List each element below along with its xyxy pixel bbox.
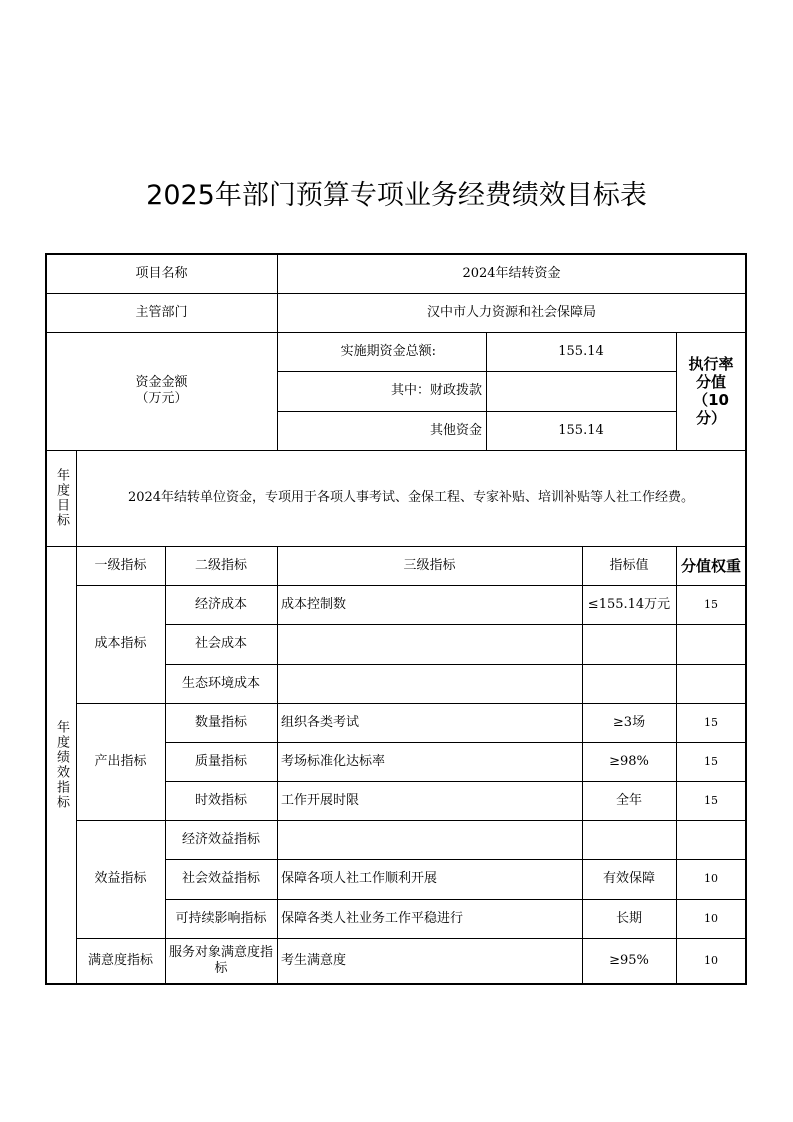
table-row-value: 全年 — [615, 792, 642, 808]
table-row-level2: 社会成本 — [194, 636, 247, 651]
annual-goal-label: 年度目标 — [54, 468, 69, 528]
table-row-level3 — [277, 664, 582, 703]
project-name-value: 2024年结转资金 — [462, 265, 561, 281]
table-row-value — [582, 820, 676, 859]
table-row-level2: 生态环境成本 — [181, 675, 260, 691]
table-row-value: ≥3场 — [612, 714, 646, 730]
table-row-value — [582, 624, 676, 664]
header-level3: 三级指标 — [403, 557, 456, 573]
grid-line — [76, 820, 746, 821]
grid-line — [165, 546, 166, 984]
grid-line — [165, 899, 746, 900]
fiscal-funds-value — [486, 371, 676, 411]
funds-label — [46, 332, 277, 450]
grid-line — [165, 624, 746, 625]
table-row-weight: 10 — [704, 872, 718, 885]
table-row-level3: 工作开展时限 — [281, 792, 360, 808]
table-row-level2: 数量指标 — [194, 714, 247, 730]
grid-line — [277, 411, 676, 412]
department-value: 汉中市人力资源和社会保障局 — [426, 304, 596, 320]
total-funds-label: 实施期资金总额: — [340, 343, 436, 359]
table-row-value: 长期 — [615, 910, 642, 926]
table-row-level2: 时效指标 — [194, 792, 247, 808]
group-level1-satisfaction: 满意度指标 — [87, 953, 153, 968]
table-row-weight: 15 — [704, 793, 718, 807]
project-name-label: 项目名称 — [135, 265, 188, 281]
funds-label-text: 资金金额 — [135, 375, 188, 390]
annual-goal-text: 2024年结转单位资金，专项用于各项人事考试、金保工程、专家补贴、培训补贴等人社工作经费。 — [127, 490, 695, 505]
header-weight: 分值权重 — [680, 556, 741, 575]
table-row-level2: 可持续影响指标 — [175, 910, 267, 926]
grid-line — [165, 664, 746, 665]
grid-line — [165, 742, 746, 743]
grid-line — [76, 938, 746, 939]
grid-line — [46, 253, 747, 255]
table-row-value: ≥95% — [609, 953, 649, 968]
table-row-level3: 组织各类考试 — [281, 714, 360, 730]
grid-line — [46, 546, 746, 547]
table-row-weight — [676, 664, 746, 703]
indicators-label: 年度绩效指标 — [54, 720, 69, 810]
grid-line — [165, 859, 746, 860]
table-row-value — [582, 664, 676, 703]
page-title: 2025年部门预算专项业务经费绩效目标表 — [146, 180, 647, 211]
table-row-level3 — [277, 820, 582, 859]
table-row-weight: 10 — [704, 954, 718, 967]
table-row-value: ≤155.14万元 — [587, 596, 671, 612]
grid-line — [46, 332, 746, 333]
header-value: 指标值 — [609, 557, 649, 573]
grid-line — [45, 253, 47, 985]
grid-line — [76, 450, 77, 984]
grid-line — [76, 585, 746, 586]
table-row-level3: 考生满意度 — [281, 953, 347, 968]
grid-line — [76, 703, 746, 704]
table-row-level2: 社会效益指标 — [181, 871, 260, 886]
table-row-value: ≥98% — [609, 753, 649, 769]
table-row-level2: 服务对象满意度指标 — [169, 945, 274, 976]
table-row-level3: 考场标准化达标率 — [281, 753, 386, 769]
grid-line — [46, 293, 746, 294]
table-row-level3: 保障各类人社业务工作平稳进行 — [281, 910, 464, 926]
table-row-weight: 15 — [704, 754, 718, 768]
table-row-level2: 经济成本 — [194, 596, 247, 612]
table-row-level2: 质量指标 — [194, 753, 247, 769]
table-row-value: 有效保障 — [602, 871, 655, 886]
table-row-weight: 15 — [704, 715, 718, 729]
table-row-weight — [676, 624, 746, 664]
table-row-weight: 10 — [704, 911, 718, 925]
table-row-level3: 保障各项人社工作顺利开展 — [281, 871, 438, 886]
table-row-level3 — [277, 624, 582, 664]
grid-line — [165, 781, 746, 782]
fiscal-funds-label: 其中：财政拨款 — [390, 383, 482, 398]
grid-line — [277, 371, 676, 372]
grid-line — [46, 450, 746, 451]
grid-line — [745, 253, 747, 985]
grid-line — [46, 983, 747, 985]
funds-unit-text: （万元） — [135, 391, 188, 406]
table-row-level2: 经济效益指标 — [181, 831, 260, 847]
exec-rate-label: 执行率分值（10分） — [688, 355, 734, 427]
group-level1-output: 产出指标 — [94, 753, 147, 769]
group-level1-cost: 成本指标 — [94, 636, 147, 651]
table-row-weight — [676, 820, 746, 859]
table-row-level3: 成本控制数 — [281, 596, 347, 612]
header-level2: 二级指标 — [194, 557, 247, 573]
total-funds-value: 155.14 — [558, 343, 604, 359]
grid-line — [582, 546, 583, 984]
grid-line — [676, 546, 677, 984]
header-level1: 一级指标 — [94, 557, 147, 573]
group-level1-benefit: 效益指标 — [94, 871, 147, 886]
table-row-weight: 15 — [704, 597, 718, 611]
other-funds-label: 其他资金 — [429, 422, 482, 438]
department-label: 主管部门 — [135, 304, 188, 320]
grid-line — [277, 546, 278, 984]
grid-line — [676, 332, 677, 450]
other-funds-value: 155.14 — [558, 422, 604, 438]
grid-line — [486, 332, 487, 450]
grid-line — [277, 254, 278, 450]
